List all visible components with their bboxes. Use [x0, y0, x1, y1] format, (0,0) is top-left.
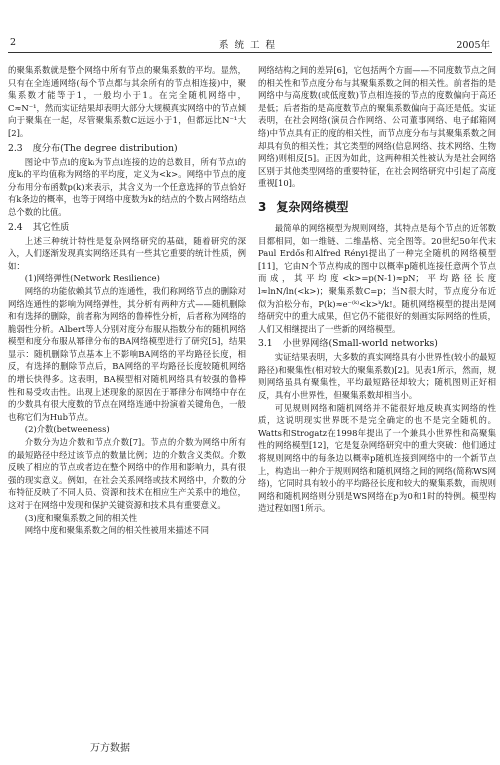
page-number: 2 — [10, 37, 17, 48]
paragraph: 实证结果表明，大多数的真实网络具有小世界性(较小的最短路径)和聚集性(相对较大的聚集系数)[2]。见表1所示，然而，规则网络虽具有聚集性，平均最短路径却较大；随机图则正好相反，具有小世界性，但聚集系数却相当小。 — [258, 352, 496, 401]
section-number: 3.1 — [258, 338, 273, 350]
right-column — [258, 64, 496, 754]
paragraph: 的聚集系数就是整个网络中所有节点的聚集系数的平均。显然，只有在全连通网络(每个节点都与其余所有的节点相连接)中，聚集系数才能等于1，一般均小于1。在完全随机网络中，C≈N⁻¹，然而实证结果却表明大部分大规模真实网络中的节点倾向于聚集在一起，尽管聚集系数C远远小于1，但都远比N⁻¹大[2]。 — [8, 65, 246, 138]
paragraph: 最简单的网络模型为规则网络，其特点是每个节点的近邻数目都相同，如一维链、二维晶格、完全图等。20世纪50年代末Paul Erdős和Alfred Rényi提出了一种完全随机的网络模型[11]，它由N个节点构成的图中以概率p随机连接任意两个节点而成，其平均度<k>=p(N-1)≈pN；平均路径长度l≈lnN/ln(<k>)；聚集系数C=p；当N很大时，节点度分布近似为泊松分布，P(k)≈e⁻⁽ᵏ⁾<k>ᵏ/k!。随机网络模型的提出是网络研究中的重大成果，但它仍不能很好的刻画实际网络的性质，人们又相继提出了一些新的网络模型。 — [258, 222, 496, 334]
list-heading: (2)介数(betweeness) — [24, 424, 110, 435]
section-number: 2.4 — [8, 221, 23, 233]
publication-year: 2005年 — [456, 40, 490, 51]
section-title: 小世界网络(Small-world networks) — [282, 338, 438, 350]
section-heading-3 — [258, 196, 496, 218]
journal-title: 系统工程 — [218, 40, 281, 51]
paragraph: 上述三种统计特性是复杂网络研究的基础，随着研究的深入，人们逐渐发现真实网络还具有一些其它重要的统计性质，例如： — [8, 235, 246, 271]
section-number: 2.3 — [8, 142, 23, 154]
paragraph: 网络结构之间的差异[6]，它包括两个方面——不同度数节点之间的相关性和节点度分布与其聚集系数之间的相关性。前者指的是网络中与高度数(或低度数)节点相连接的节点的度数偏向于高还是低；后者指的是高度数节点的聚集系数偏向于高还是低。实证表明，在社会网络(演员合作网络、公司董事网络、电子邮箱网络)中节点具有正的度的相关性，而节点度分布与其聚集系数之间却具有负的相关性；其它类型的网络(信息网络、技术网络、生物网络)则相反[5]。正因为如此，这两种相关性被认为是社会网络区别于其他类型网络的重要特征，在社会网络研究中引起了高度重视[10]。 — [258, 65, 496, 189]
paragraph: 网络中度和聚集系数之间的相关性被用来描述不同 — [24, 525, 210, 536]
section-heading-3-1 — [258, 336, 496, 351]
list-heading: (1)网络弹性(Network Resilience) — [24, 273, 160, 284]
list-heading: (3)度和聚集系数之间的相关性 — [24, 512, 138, 523]
section-title: 复杂网络模型 — [276, 199, 349, 214]
section-heading-2-3 — [8, 141, 246, 156]
left-column — [8, 64, 246, 754]
section-title: 度分布(The degree distribution) — [32, 142, 178, 154]
paragraph: 图论中节点i的度kᵢ为节点i连接的边的总数目，所有节点i的度kᵢ的平均值称为网络的平均度，定义为<k>。网络中节点的度分布用分布函数p(k)来表示，其含义为一个任意选择的节点恰好有k条边的概率，也等于网络中度数为k的结点的个数占网络结点总个数的比值。 — [8, 156, 246, 217]
page-header — [8, 36, 492, 53]
paragraph: 介数分为边介数和节点介数[7]。节点的介数为网络中所有的最短路径中经过该节点的数量比例；边的介数含义类似。介数反映了相应的节点或者边在整个网络中的作用和影响力，具有很强的现实意义。例如，在社会关系网络或技术网络中，介数的分布特征反映了不同人员、资源和技术在相应生产关系中的地位，这对于在网络中发现和保护关键资源和技术具有重要意义。 — [8, 437, 246, 510]
section-number: 3 — [258, 199, 267, 214]
watermark-text: 万方数据 — [90, 743, 130, 754]
section-heading-2-4 — [8, 220, 246, 235]
paragraph: 网络的功能依赖其节点的连通性，我们称网络节点的删除对网络连通性的影响为网络弹性，其分析有两种方式——随机删除和有选择的删除，前者称为网络的鲁棒性分析，后者称为网络的脆弱性分析。Albert等人分别对度分布服从指数分布的随机网络模型和度分布服从幂律分布的BA网络模型进行了研究[5]，结果显示：随机删除节点基本上不影响BA网络的平均路径长度，相反，有选择的删除节点后，BA网络的平均路径长度较随机网络的增长快得多。这表明，BA模型相对随机网络具有较强的鲁棒性和易受攻击性。出现上述现象的原因在于幂律分布网络中存在的少数具有很大度数的节点在网络连通中扮演着关键角色，一般也称它们为Hub节点。 — [8, 285, 246, 422]
section-title: 其它性质 — [32, 221, 70, 233]
paragraph: 可见规则网络和随机网络并不能很好地反映真实网络的性质，这说明现实世界既不是完全确定的也不是完全随机的。Watts和Strogatz在1998年提出了一个兼具小世界性和高聚集性的网络模型[12]，它是复杂网络研究中的重大突破：他们通过将规则网络中的每条边以概率p随机连接到网络中的一个新节点上，构造出一种介于规则网络和随机网络之间的网络(简称WS网络)，它同时具有较小的平均路径长度和较大的聚集系数，而规则网络和随机网络则分别是WS网络在p为0和1时的特例。模型构造过程如图1所示。 — [258, 402, 496, 514]
